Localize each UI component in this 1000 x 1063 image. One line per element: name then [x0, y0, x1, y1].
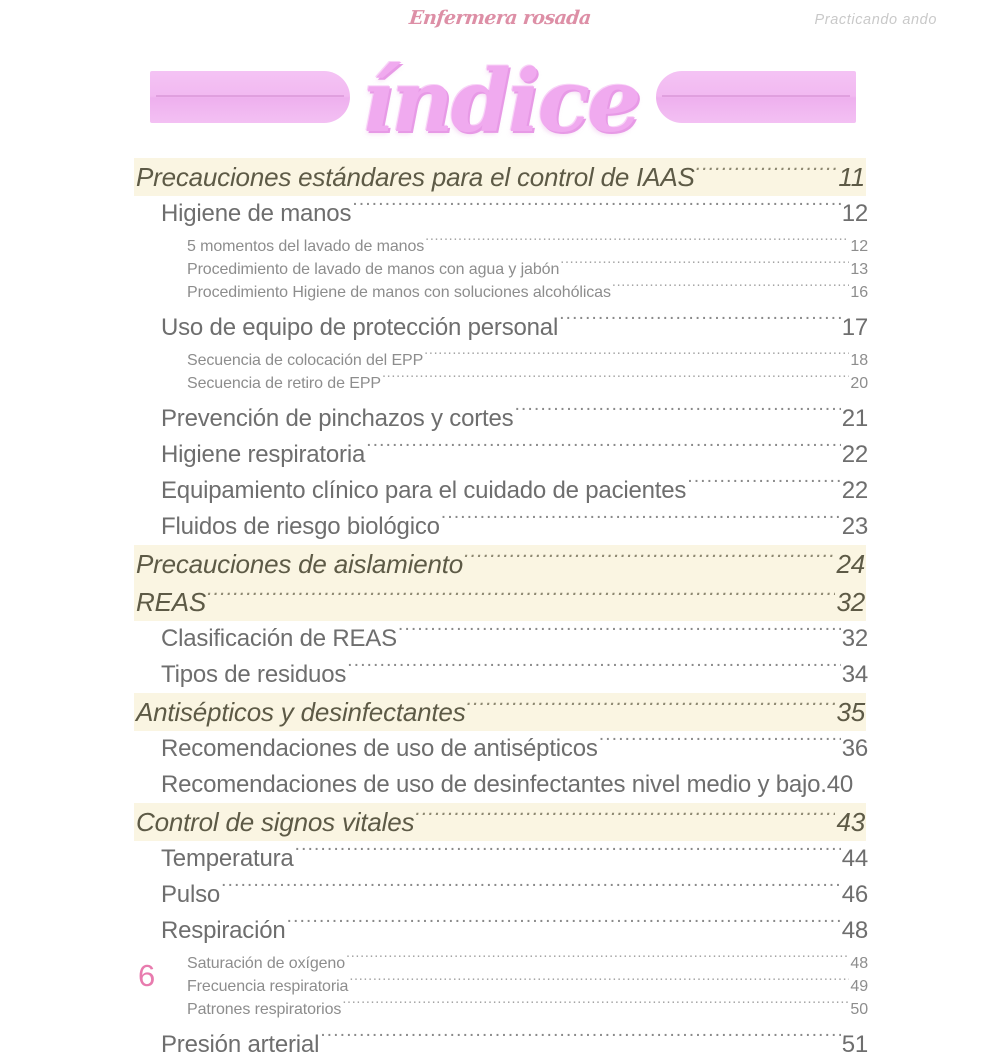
toc-entry-label: Recomendaciones de uso de desinfectantes nivel medio y bajo . — [161, 767, 827, 803]
toc-entry-label: Prevención de pinchazos y cortes — [161, 405, 514, 432]
toc-entry-level-1[interactable] — [134, 583, 866, 621]
toc-leader-dots — [415, 805, 835, 831]
toc-leader-dots — [560, 258, 849, 274]
toc-entry-page-number: 16 — [850, 284, 868, 301]
toc-entry-level-2[interactable] — [161, 1027, 868, 1063]
toc-leader-dots — [349, 975, 849, 991]
toc-entry-label: Antisépticos y desinfectantes — [136, 697, 466, 727]
toc-leader-dots — [687, 474, 840, 498]
toc-entry-label: 5 momentos del lavado de manos — [187, 238, 425, 255]
running-note: Practicando ando — [814, 12, 937, 28]
toc-entry-level-1[interactable] — [134, 545, 866, 583]
toc-entry-label: Secuencia de retiro de EPP — [187, 375, 381, 392]
toc-entry-level-2[interactable] — [161, 509, 868, 545]
toc-entry-label: Pulso — [161, 881, 221, 908]
toc-entry-level-1[interactable] — [134, 693, 866, 731]
toc-entry-page-number: 48 — [850, 955, 868, 972]
toc-leader-dots — [612, 281, 850, 297]
running-head — [0, 0, 1000, 44]
toc-entry-level-2[interactable] — [161, 196, 868, 232]
toc-leader-dots — [464, 547, 835, 573]
toc-leader-dots — [424, 349, 849, 365]
toc-entry-label: Equipamiento clínico para el cuidado de pacientes — [161, 477, 687, 504]
toc-leader-dots — [559, 311, 841, 335]
toc-entry-level-1[interactable] — [134, 803, 866, 841]
toc-leader-dots — [346, 952, 849, 968]
toc-entry-level-2[interactable] — [161, 621, 868, 657]
toc-entry-level-3[interactable] — [187, 258, 868, 281]
toc-leader-dots — [441, 510, 841, 534]
toc-entry-label: Procedimiento Higiene de manos con soluciones alcohólicas — [187, 284, 611, 301]
toc-leader-dots — [467, 695, 836, 721]
toc-entry-page-number: 22 — [841, 441, 868, 468]
toc-entry-page-number: 50 — [850, 1001, 868, 1018]
toc-entry-level-1[interactable] — [134, 158, 866, 196]
toc-entry-page-number: 18 — [850, 352, 868, 369]
toc-entry-label: Recomendaciones de uso de antisépticos — [161, 735, 598, 762]
toc-entry-label: Saturación de oxígeno — [187, 955, 346, 972]
toc-entry-level-3[interactable] — [187, 281, 868, 304]
toc-entry-label: Patrones respiratorios — [187, 1001, 342, 1018]
toc-entry-level-2[interactable] — [161, 310, 868, 346]
toc-entry-level-2[interactable] — [161, 877, 868, 913]
toc-entry-label: Clasificación de REAS — [161, 625, 397, 652]
toc-entry-label: Procedimiento de lavado de manos con agua y jabón — [187, 261, 560, 278]
toc-leader-dots — [696, 160, 838, 186]
toc-entry-page-number: 12 — [850, 238, 868, 255]
toc-entry-page-number: 24 — [836, 549, 865, 579]
toc-entry-label: Secuencia de colocación del EPP — [187, 352, 424, 369]
toc-entry-level-3[interactable] — [187, 975, 868, 998]
toc-entry-label: Frecuencia respiratoria — [187, 978, 349, 995]
toc-entry-label: Uso de equipo de protección personal — [161, 314, 559, 341]
toc-leader-dots — [207, 585, 835, 611]
toc-entry-label: REAS — [136, 587, 207, 617]
toc-leader-dots — [295, 842, 841, 866]
toc-entry-level-3[interactable] — [187, 235, 868, 258]
toc-leader-dots — [599, 732, 841, 756]
toc-entry-page-number: 43 — [836, 807, 865, 837]
toc-entry-label: Precauciones de aislamiento — [136, 549, 464, 579]
toc-entry-label: Fluidos de riesgo biológico — [161, 513, 440, 540]
toc-leader-dots — [221, 878, 841, 902]
toc-entry-level-2[interactable] — [161, 437, 868, 473]
toc-entry-label: Control de signos vitales — [136, 807, 415, 837]
page-title: índice — [361, 51, 639, 152]
toc-entry-label: Precauciones estándares para el control de IAAS — [136, 162, 695, 192]
toc-leader-dots — [320, 1028, 841, 1052]
toc-entry-page-number: 48 — [841, 917, 868, 944]
toc-leader-dots — [287, 914, 841, 938]
toc-leader-dots — [398, 622, 841, 646]
toc-entry-page-number: 32 — [841, 625, 868, 652]
page-number: 6 — [138, 958, 156, 993]
toc-entry-level-2[interactable] — [161, 401, 868, 437]
toc-entry-label: Presión arterial — [161, 1031, 320, 1058]
toc-entry-page-number: 35 — [836, 697, 865, 727]
toc-entry-page-number: 51 — [841, 1031, 868, 1058]
table-of-contents — [136, 158, 866, 1063]
toc-entry-label: Respiración — [161, 917, 286, 944]
toc-entry-page-number: 49 — [850, 978, 868, 995]
toc-leader-dots — [425, 235, 849, 251]
toc-entry-label: Temperatura — [161, 845, 294, 872]
toc-entry-page-number: 12 — [841, 200, 868, 227]
toc-entry-page-number: 34 — [841, 661, 868, 688]
toc-entry-label: Higiene de manos — [161, 200, 352, 227]
toc-entry-level-2[interactable] — [161, 767, 868, 803]
toc-entry-page-number: 13 — [850, 261, 868, 278]
toc-entry-page-number: 20 — [850, 375, 868, 392]
toc-entry-level-3[interactable] — [187, 349, 868, 372]
toc-entry-page-number: 17 — [841, 314, 868, 341]
toc-entry-page-number: 22 — [841, 477, 868, 504]
index-title-block — [0, 51, 1000, 152]
toc-entry-label: Tipos de residuos — [161, 661, 347, 688]
toc-leader-dots — [382, 372, 849, 388]
toc-entry-page-number: 32 — [836, 587, 865, 617]
toc-entry-page-number: 11 — [838, 162, 865, 192]
brand-wordmark: Enfermera rosada — [408, 7, 592, 29]
toc-entry-level-3[interactable] — [187, 998, 868, 1021]
toc-entry-page-number: 40 — [826, 771, 854, 798]
toc-entry-level-2[interactable] — [161, 913, 868, 949]
toc-leader-dots — [342, 998, 849, 1014]
toc-entry-label: Higiene respiratoria — [161, 441, 366, 468]
toc-entry-level-2[interactable] — [161, 841, 868, 877]
toc-entry-page-number: 23 — [841, 513, 868, 540]
toc-entry-page-number: 21 — [841, 405, 868, 432]
toc-entry-level-2[interactable] — [161, 473, 868, 509]
toc-entry-level-3[interactable] — [187, 372, 868, 395]
toc-entry-page-number: 44 — [841, 845, 868, 872]
toc-leader-dots — [366, 438, 841, 462]
toc-entry-level-2[interactable] — [161, 731, 868, 767]
toc-entry-level-3[interactable] — [187, 952, 868, 975]
toc-entry-page-number: 36 — [841, 735, 868, 762]
toc-entry-level-2[interactable] — [161, 657, 868, 693]
toc-leader-dots — [352, 197, 840, 221]
toc-entry-page-number: 46 — [841, 881, 868, 908]
toc-leader-dots — [514, 402, 840, 426]
toc-leader-dots — [347, 658, 841, 682]
